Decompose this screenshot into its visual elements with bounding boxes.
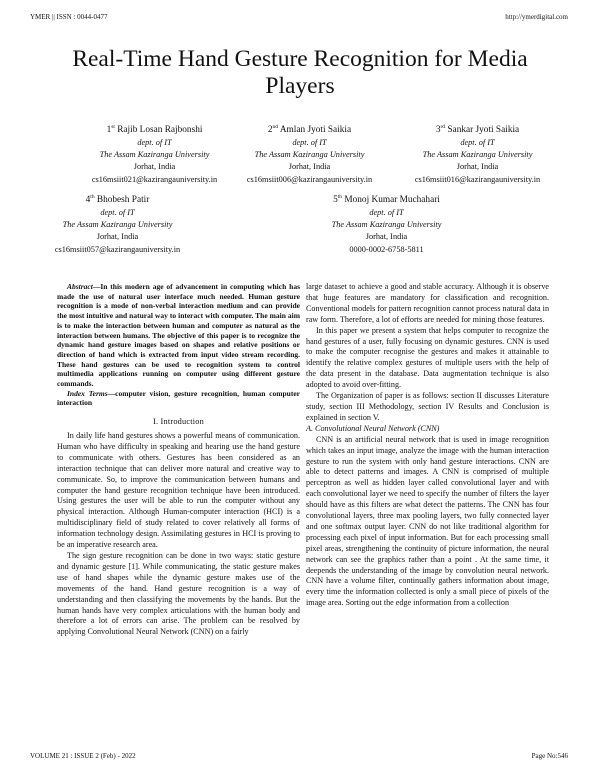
author-5-orcid[interactable]: 0000-0002-6758-5811: [349, 244, 424, 254]
author-3: 3rd Sankar Jyoti Saikia dept. of IT The Assam Kaziranga University Jorhat, India cs16msiit016@kazirangauniversity.in: [385, 121, 570, 186]
author-1: 1st Rajib Losan Rajbonshi dept. of IT The Assam Kaziranga University Jorhat, India cs16msiit021@kazirangauniversity.in: [62, 121, 247, 186]
right-column: [306, 282, 549, 609]
paper-title: Real-Time Hand Gesture Recognition for Media Players: [72, 46, 528, 99]
volume-footer: VOLUME 21 : ISSUE 2 (Feb) - 2022: [30, 752, 136, 760]
left-column: [57, 282, 300, 638]
subsection-heading-cnn: A. Convolutional Neural Network (CNN): [306, 423, 440, 433]
author-2: 2nd Amlan Jyoti Saikia dept. of IT The Assam Kaziranga University Jorhat, India cs16msiit006@kazirangauniversity.in: [217, 121, 402, 186]
author-5: 5th Monoj Kumar Muchahari dept. of IT The Assam Kaziranga University Jorhat, India 0000-0002-6758-5811: [294, 191, 479, 256]
paragraph: The Organization of paper is as follows: section II discusses Literature study, section III Methodology, section IV Results and Conclusion is explained in section V.: [306, 391, 549, 422]
index-terms: Index Terms—computer vision, gesture recognition, human computer interaction: [57, 388, 301, 408]
journal-header: YMER || ISSN : 0044-0477: [30, 13, 108, 21]
page-number: Page No:546: [531, 752, 568, 760]
paragraph: large dataset to achieve a good and stable accuracy. Although it is observe that huge features are mandatory for classification and recognition. Conventional models for pattern recognition cannot process natural data in raw form. Therefore, a lot of efforts are needed for mining those features.: [306, 282, 550, 324]
paragraph: CNN is an artificial neural network that is used in image recognition which takes an input image, analyze the image with the human interaction gesture to run the system with only hand gesture interactions. CNN are able to detect patterns and images. A CNN is comprised of multiple perceptron as well as hidden layer called convolutional layer and with each convolutional layer we need to specify the number of filters the layer should have as this filters are what detect the patterns. The CNN has four convolutional layers, three max pooling layers, two fully connected layer and one softmax output layer. CNN do not like traditional algorithm for processing each pixel of input information. But for each processing small pixel areas, strengthening the continuity of picture information, the neural network can see the graphics rather than a point . At the same time, it deepends the understanding of the image by convolution neural network. CNN have a volume filter, continually gathers information about image, every time the information collected is only a small piece of pixels of the image area. Sorting out the edge information from a collection: [306, 434, 549, 608]
author-4-email[interactable]: cs16msiit057@kazirangauniversity.in: [54, 244, 181, 254]
author-1-email[interactable]: cs16msiit021@kazirangauniversity.in: [91, 174, 218, 184]
author-4: 4th Bhobesh Patir dept. of IT The Assam Kaziranga University Jorhat, India cs16msiit057@kazirangauniversity.in: [25, 191, 210, 256]
paragraph: The sign gesture recognition can be done in two ways: static gesture and dynamic gesture [1]. While communicating, the static gesture makes use of hand shapes while the dynamic gesture makes use of the movements of the hand. Hand gesture recognition is a way of understanding and then classifying the movements by the hands. But the human hands have very complex articulations with the human body and therefore a lot of errors can arise. The problem can be resolved by applying Convolutional Neural Network (CNN) on a fairly: [57, 551, 300, 637]
abstract: Abstract—In this modern age of advancement in computing which has made the use of natural user interface much needed. Human gesture recognition is a mode of non-verbal interaction medium and can provide the most intuitive and natural way to interact with computer. The main aim is to make the interaction between human and computer as natural as the interaction between humans. The objective of this paper is to recognize the dynamic hand gesture images based on shapes and relative positions or direction of hand which is extracted from input video stream recording. These hand gestures can be used to recognition system to control multimedia applications running on computer using different gesture commands.: [57, 282, 300, 389]
paragraph: In daily life hand gestures shows a powerful means of communication. Human who have difficulty in speaking and hearing use the hand gesture to communicate with others. Gestures has been considered as an interaction technique that can deliver more natural and creative way to communicate. So, to improve the communication between humans and computer the hand gesture recognition technique have been introduced. Using gestures the user will be able to run the computer without any physical interaction. Although Human-computer interaction (HCI) is a multidisciplinary field of study related to cover relatively all forms of information technology design. Assimilating gestures in HCI is proving to be an imperative research area.: [57, 431, 300, 550]
section-heading-introduction: I. Introduction: [153, 417, 204, 427]
author-3-email[interactable]: cs16msiit016@kazirangauniversity.in: [414, 174, 541, 184]
journal-url[interactable]: http://ymerdigital.com: [505, 13, 568, 21]
paragraph: In this paper we present a system that helps computer to recognize the hand gestures of a user, fully focusing on dynamic gestures. CNN is used to make the computer recognise the gestures and makes it attainable to identify the relative complex gestures of multiple users with the help of the data present in the database. Data augmentation technique is also adopted to avoid over-fitting.: [306, 325, 549, 390]
author-2-email[interactable]: cs16msiit006@kazirangauniversity.in: [246, 174, 373, 184]
